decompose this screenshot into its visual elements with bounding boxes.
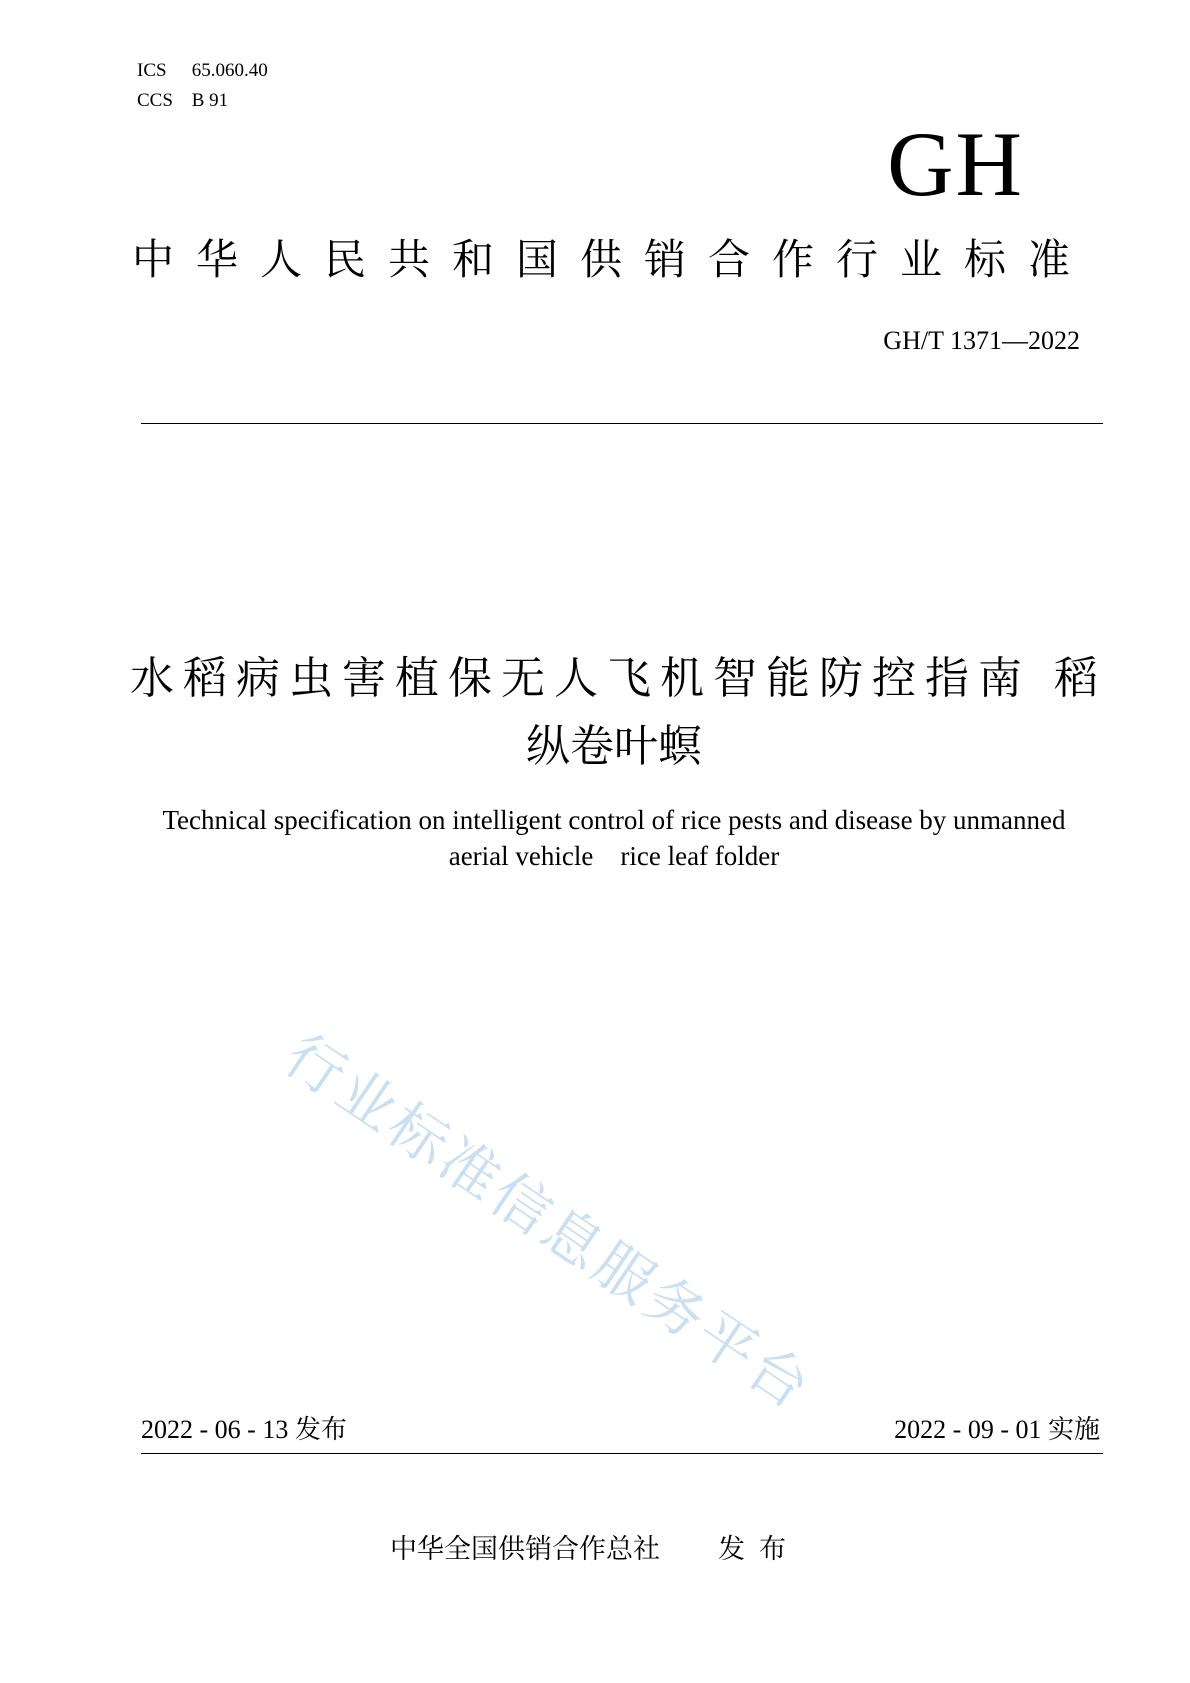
top-divider xyxy=(141,423,1103,424)
bottom-divider xyxy=(141,1453,1103,1454)
chinese-title-line2: 纵卷叶螟 xyxy=(526,721,702,772)
chinese-title-line1: 水稻病虫害植保无人飞机智能防控指南 稻 xyxy=(130,653,1098,704)
ics-row xyxy=(137,56,268,86)
standard-number: GH/T 1371—2022 xyxy=(883,326,1080,355)
ccs-code: B 91 xyxy=(191,90,229,111)
watermark: 行业标准信息服务平台 xyxy=(272,1020,825,1424)
english-title-line2: aerial vehicle rice leaf folder xyxy=(448,841,780,871)
publisher-action: 发布 xyxy=(718,1534,800,1565)
chinese-title xyxy=(130,645,1098,781)
publisher-name: 中华全国供销合作总社 xyxy=(390,1534,660,1565)
english-title xyxy=(130,802,1098,874)
classification-codes xyxy=(137,56,268,116)
publish-date: 2022 - 06 - 13 发布 xyxy=(141,1415,347,1444)
effective-date: 2022 - 09 - 01 实施 xyxy=(894,1415,1100,1444)
publisher-line xyxy=(0,1532,1190,1568)
ics-code: 65.060.40 xyxy=(191,60,268,81)
english-title-line1: Technical specification on intelligent control of rice pests and disease by unmanned xyxy=(162,805,1066,835)
organization-title: 中华人民共和国供销合作行业标准 xyxy=(132,235,1093,284)
gh-logo: GH xyxy=(887,113,1024,215)
ics-label: ICS xyxy=(137,60,167,81)
ccs-row xyxy=(137,86,268,116)
ccs-label: CCS xyxy=(137,90,173,111)
